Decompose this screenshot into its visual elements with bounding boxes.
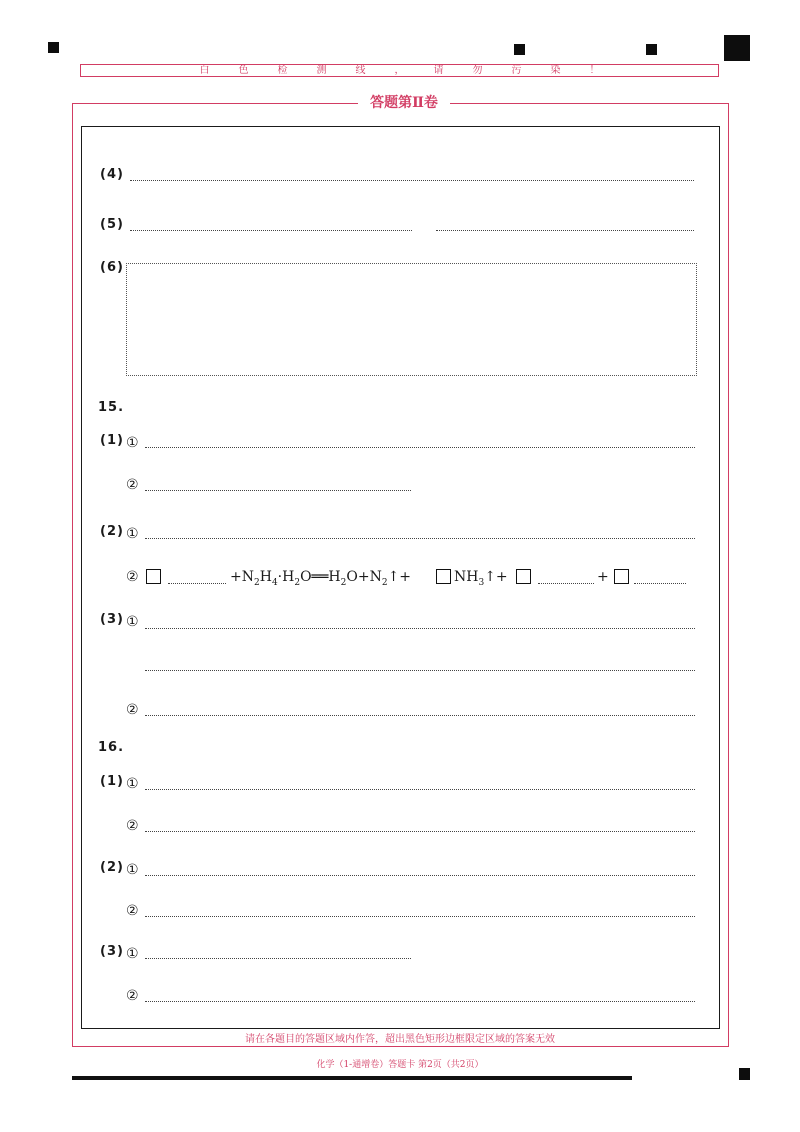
warning-char: ， bbox=[394, 65, 405, 76]
coefficient-box[interactable] bbox=[614, 569, 629, 584]
warning-char: 白 bbox=[199, 65, 210, 76]
circled-2: ② bbox=[126, 818, 139, 834]
warning-char: ！ bbox=[589, 65, 600, 76]
equation-segment: $+N_2H_4\cdot H_2O══H_2O+N_2↑+$ bbox=[230, 569, 412, 588]
part-label-1: (1) bbox=[100, 774, 124, 789]
warning-char: 污 bbox=[511, 65, 522, 76]
answer-area-notice: 请在各题目的答题区域内作答，超出黑色矩形边框限定区域的答案无效 bbox=[245, 1034, 555, 1045]
bottom-bar bbox=[72, 1076, 632, 1080]
part-label-2: (2) bbox=[100, 524, 124, 539]
answer-line[interactable] bbox=[145, 1001, 695, 1002]
coefficient-box[interactable] bbox=[516, 569, 531, 584]
circled-1: ① bbox=[126, 862, 139, 878]
warning-char: 染 bbox=[550, 65, 561, 76]
equation-plus: + bbox=[597, 569, 609, 585]
alignment-mark bbox=[48, 42, 59, 53]
answer-line[interactable] bbox=[145, 628, 695, 629]
answer-line[interactable] bbox=[145, 670, 695, 671]
answer-line[interactable] bbox=[145, 789, 695, 790]
circled-2: ② bbox=[126, 988, 139, 1004]
alignment-mark bbox=[724, 35, 750, 61]
warning-char: 色 bbox=[238, 65, 249, 76]
answer-blank[interactable] bbox=[168, 583, 226, 584]
answer-line[interactable] bbox=[145, 715, 695, 716]
warning-char: 请 bbox=[433, 65, 444, 76]
answer-line[interactable] bbox=[145, 916, 695, 917]
white-detection-line-warning bbox=[80, 64, 719, 77]
circled-1: ① bbox=[126, 946, 139, 962]
part-label-3: (3) bbox=[100, 944, 124, 959]
section-title: 答题第Ⅱ卷 bbox=[358, 94, 450, 112]
circled-2: ② bbox=[126, 702, 139, 718]
warning-char: 线 bbox=[355, 65, 366, 76]
part-label-1: (1) bbox=[100, 433, 124, 448]
answer-line[interactable] bbox=[145, 538, 695, 539]
warning-char: 检 bbox=[277, 65, 288, 76]
circled-2: ② bbox=[126, 477, 139, 493]
circled-1: ① bbox=[126, 776, 139, 792]
coefficient-box[interactable] bbox=[436, 569, 451, 584]
alignment-mark bbox=[646, 44, 657, 55]
circled-1: ① bbox=[126, 614, 139, 630]
circled-2: ② bbox=[126, 569, 139, 585]
warning-char: 勿 bbox=[472, 65, 483, 76]
part-label-2: (2) bbox=[100, 860, 124, 875]
circled-2: ② bbox=[126, 903, 139, 919]
answer-line[interactable] bbox=[436, 230, 694, 231]
answer-line[interactable] bbox=[145, 958, 411, 959]
warning-char: 测 bbox=[316, 65, 327, 76]
question-number-16: 16. bbox=[98, 740, 125, 755]
answer-line[interactable] bbox=[145, 831, 695, 832]
answer-line[interactable] bbox=[145, 490, 411, 491]
answer-blank[interactable] bbox=[634, 583, 686, 584]
chemical-equation bbox=[126, 567, 686, 589]
equation-segment: $NH_3↑+$ bbox=[454, 569, 508, 588]
answer-box[interactable] bbox=[126, 263, 697, 376]
answer-line[interactable] bbox=[145, 875, 695, 876]
part-label-6: (6) bbox=[100, 260, 124, 275]
answer-line[interactable] bbox=[145, 447, 695, 448]
answer-line[interactable] bbox=[130, 230, 412, 231]
coefficient-box[interactable] bbox=[146, 569, 161, 584]
question-number-15: 15. bbox=[98, 400, 125, 415]
circled-1: ① bbox=[126, 435, 139, 451]
alignment-mark bbox=[514, 44, 525, 55]
circled-1: ① bbox=[126, 526, 139, 542]
answer-blank[interactable] bbox=[538, 583, 594, 584]
answer-line[interactable] bbox=[130, 180, 694, 181]
page-footer: 化学（1-通增卷）答题卡 第2页（共2页） bbox=[316, 1060, 484, 1070]
part-label-3: (3) bbox=[100, 612, 124, 627]
part-label-5: (5) bbox=[100, 217, 124, 232]
part-label-4: (4) bbox=[100, 167, 124, 182]
